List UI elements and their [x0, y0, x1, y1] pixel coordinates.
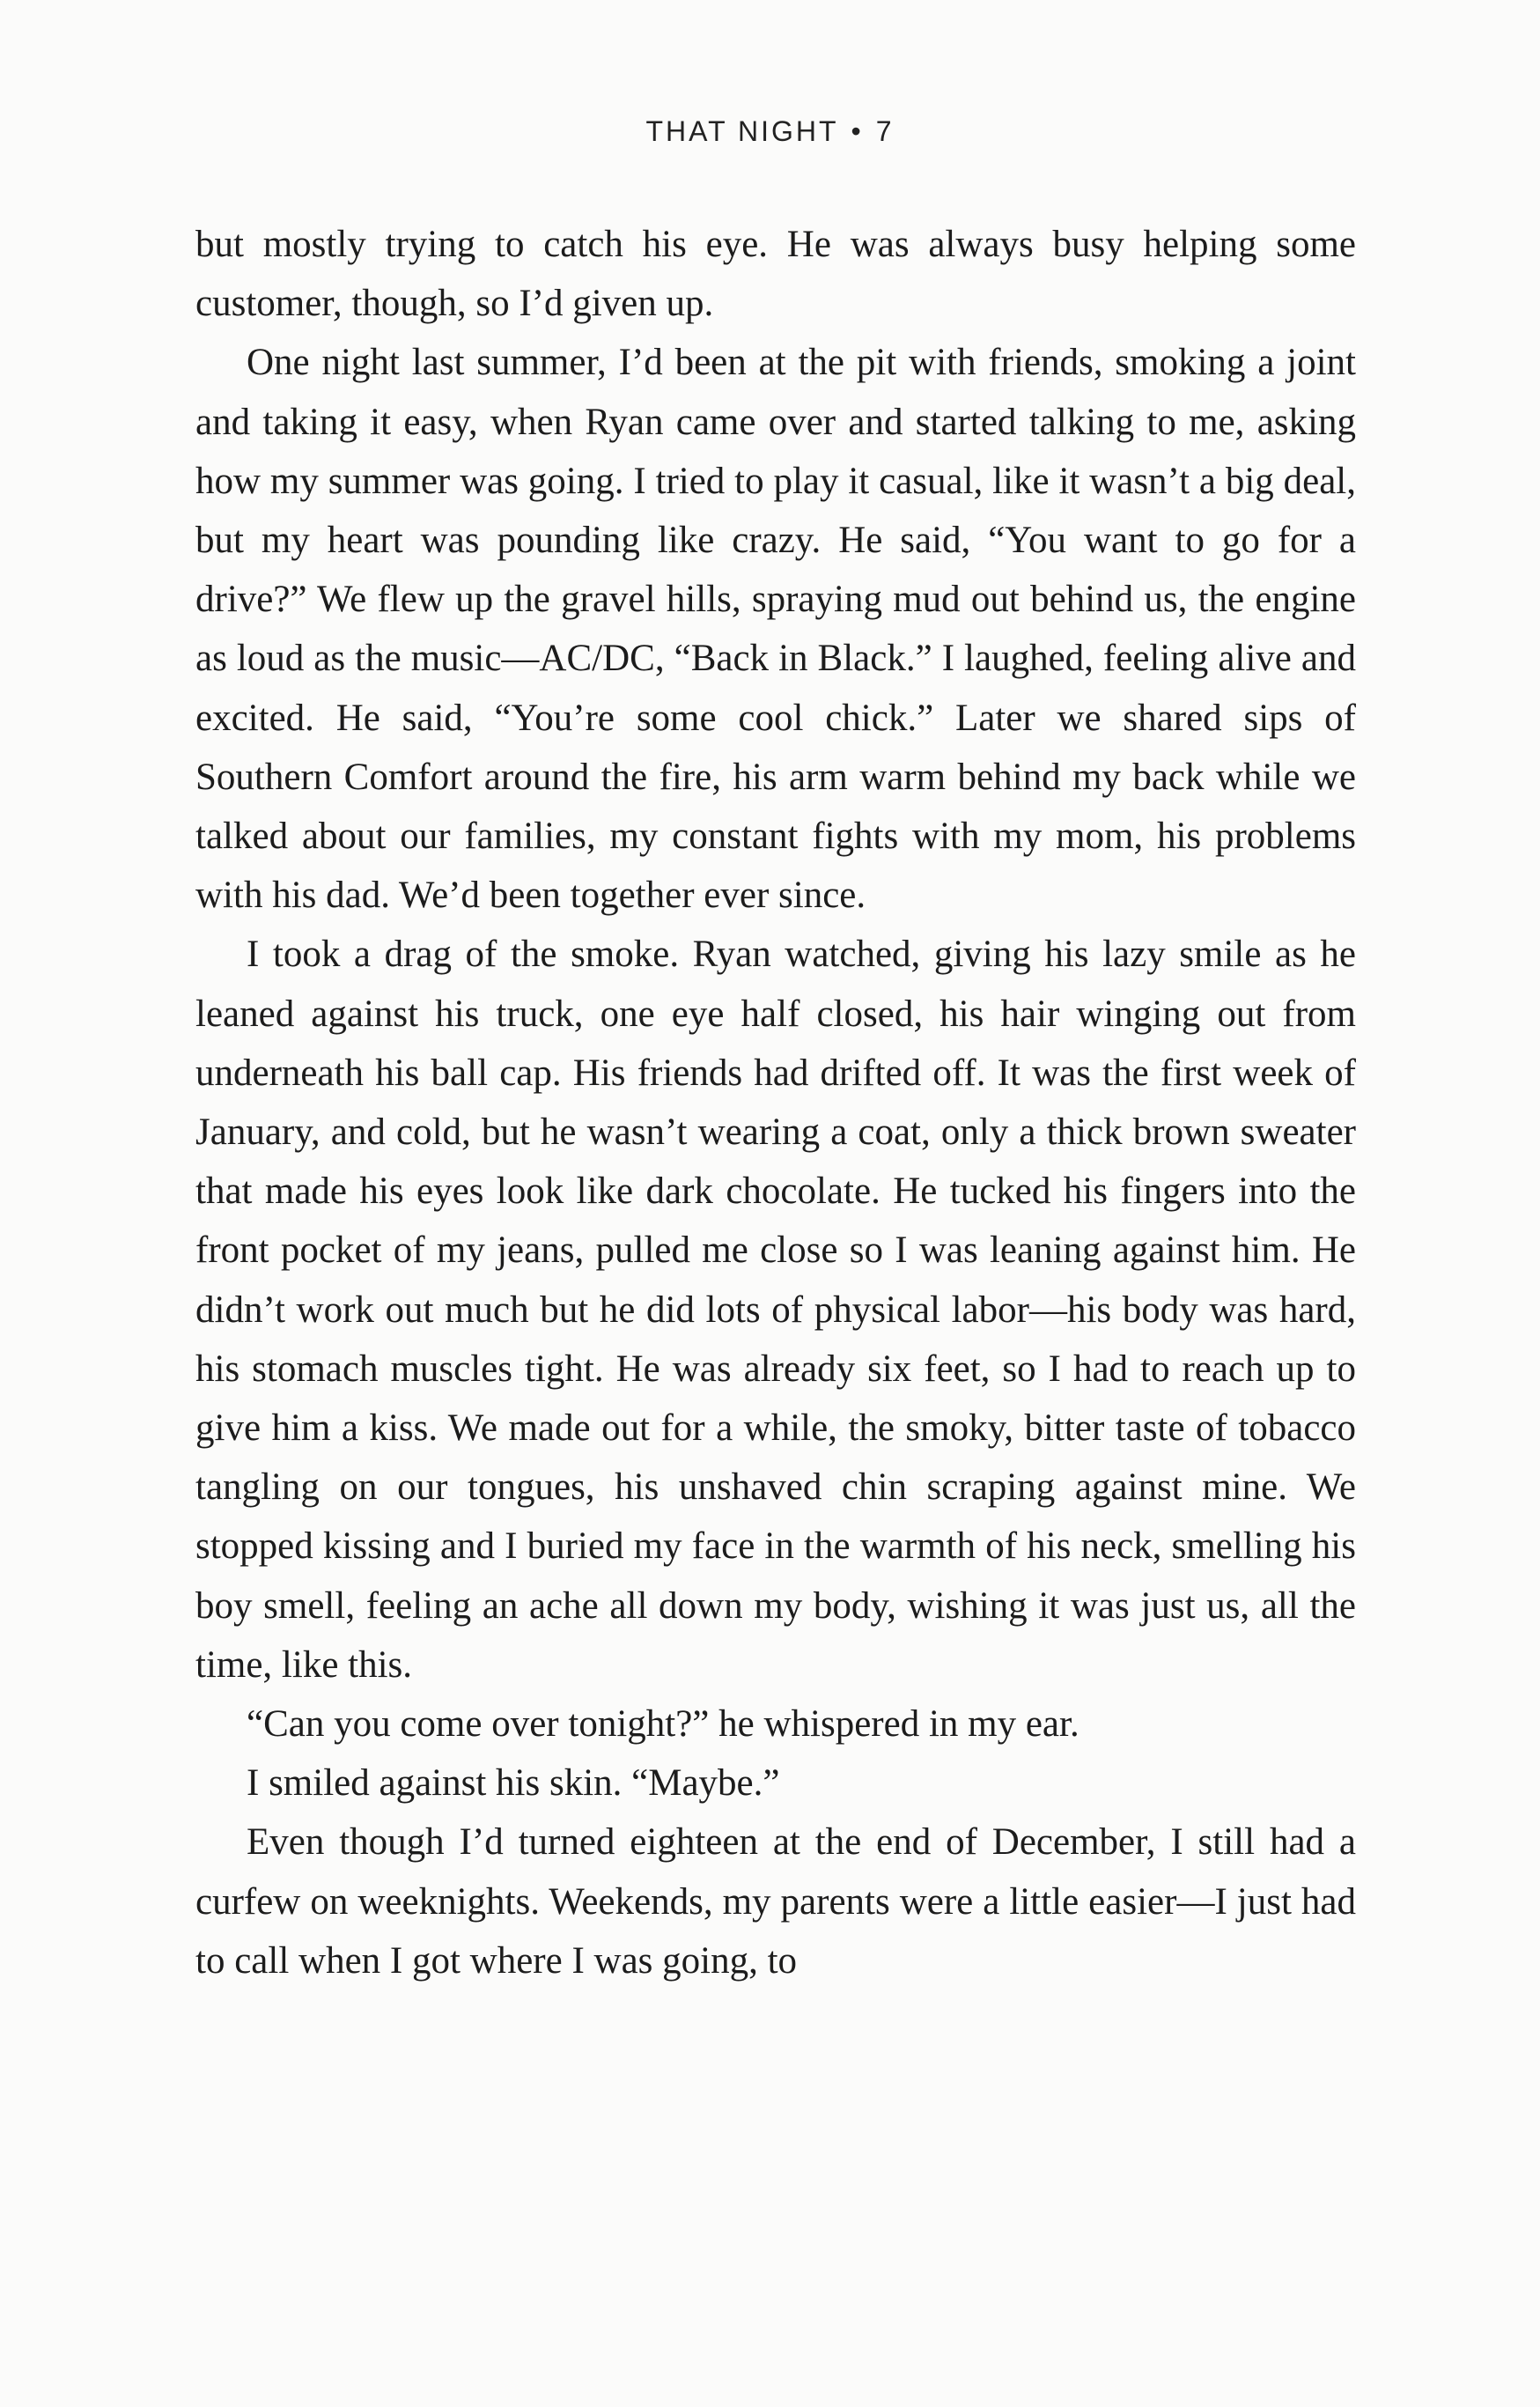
body-text	[195, 215, 1356, 1990]
running-head	[0, 115, 1540, 148]
paragraph: “Can you come over tonight?” he whispered in my ear.	[247, 1703, 1079, 1746]
page-number: 7	[875, 115, 895, 147]
paragraph: I smiled against his skin. “Maybe.”	[247, 1762, 780, 1805]
running-head-title: THAT NIGHT	[645, 115, 839, 147]
paragraph: Even though I’d turned eighteen at the end of December, I still had a curfew on weeknights. Weekends, my parents were a little easier—I just had to call when I got where I was going, to	[195, 1821, 1356, 1982]
paragraph: I took a drag of the smoke. Ryan watched, giving his lazy smile as he leaned against his truck, one eye half closed, his hair winging out from underneath his ball cap. His friends had drifted off. It was the first week of January, and cold, but he wasn’t wearing a coat, only a thick brown sweater that made his eyes look like dark chocolate. He tucked his fingers into the front pocket of my jeans, pulled me close so I was leaning against him. He didn’t work out much but he did lots of physical labor—his body was hard, his stomach muscles tight. He was already six feet, so I had to reach up to give him a kiss. We made out for a while, the smoky, bitter taste of tobacco tangling on our tongues, his unshaved chin scraping against mine. We stopped kissing and I buried my face in the warmth of his neck, smelling his boy smell, feeling an ache all down my body, wishing it was just us, all the time, like this.	[195, 934, 1356, 1686]
running-head-separator: •	[851, 115, 864, 147]
paragraph: but mostly trying to catch his eye. He was always busy helping some customer, though, so I’d given up.	[195, 224, 1356, 325]
paragraph: One night last summer, I’d been at the pit with friends, smoking a joint and taking it easy, when Ryan came over and started talking to me, asking how my summer was going. I tried to play it casual, like it wasn’t a big deal, but my heart was pounding like crazy. He said, “You want to go for a drive?” We flew up the gravel hills, spraying mud out behind us, the engine as loud as the music—AC/DC, “Back in Black.” I laughed, feeling alive and excited. He said, “You’re some cool chick.” Later we shared sips of Southern Comfort around the fire, his arm warm behind my back while we talked about our families, my constant fights with my mom, his problems with his dad. We’d been together ever since.	[195, 342, 1356, 917]
